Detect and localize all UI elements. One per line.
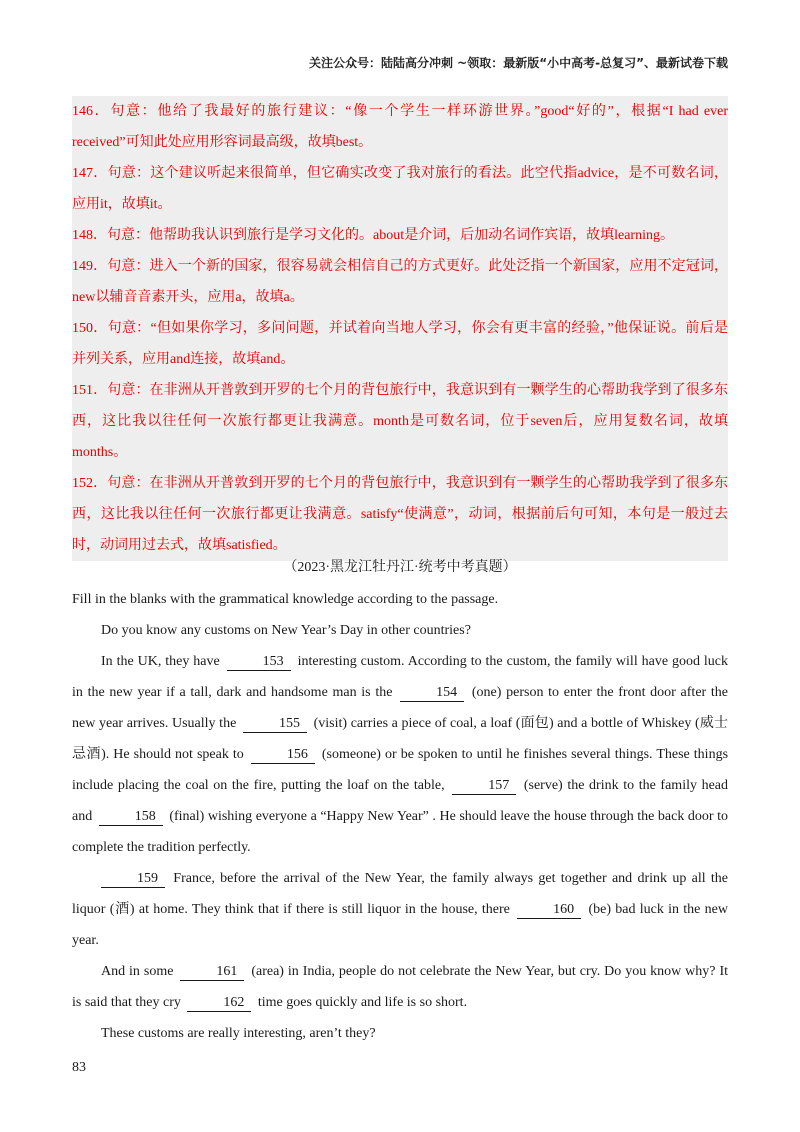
answer-148: 148．句意：他帮助我认识到旅行是学习文化的。about是介词，后加动名词作宾语，故填learning。 (72, 228, 674, 243)
text: (someone) or be spoken to until he finishes several things. These things include placing the coal on the fire, putting the loaf on the table, (72, 747, 729, 793)
blank-156: 156 (251, 747, 315, 764)
answer-150: 150．句意：“但如果你学习，多问问题，并试着向当地人学习，你会有更丰富的经验，”他保证说。前后是并列关系，应用and连接，故填and。 (72, 321, 728, 367)
text: time goes quickly and life is so short. (257, 995, 468, 1010)
text: (area) in India, people do not celebrate the New Year, but cry. Do you know why? It is said that they cry (72, 964, 728, 1010)
text: (serve) the drink to the family head and (72, 778, 729, 824)
blank-155: 155 (243, 716, 307, 733)
text: (final) wishing everyone a “Happy New Year” . He should leave the house through the back door to complete the tradition perfectly. (72, 809, 728, 855)
blank-158: 158 (99, 809, 163, 826)
text: In the UK, they have (101, 654, 220, 669)
blank-159: 159 (101, 871, 165, 888)
paragraph-1: Do you know any customs on New Year’s Day in other countries? (101, 623, 471, 638)
cloze-passage (72, 584, 728, 1049)
answer-152: 152．句意：在非洲从开普敦到开罗的七个月的背包旅行中，我意识到有一颗学生的心帮助我学到了很多东西，这比我以往任何一次旅行都更让我满意。satisfy“使满意”，动词，根据前后句可知，本句是一般过去时，动词用过去式，故填satisfied。 (72, 476, 728, 553)
answer-149: 149．句意：进入一个新的国家，很容易就会相信自己的方式更好。此处泛指一个新国家，应用不定冠词，new以辅音音素开头，应用a，故填a。 (72, 259, 728, 305)
page-number: 83 (72, 1060, 86, 1075)
answer-147: 147．句意：这个建议听起来很简单，但它确实改变了我对旅行的看法。此空代指advice，是不可数名词，应用it，故填it。 (72, 166, 728, 212)
text: interesting custom. According to the custom, the family will have good luck in the new year if a tall, dark and handsome man is the (72, 654, 729, 700)
instruction: Fill in the blanks with the grammatical knowledge according to the passage. (72, 592, 499, 607)
text: (visit) carries a piece of coal, a loaf (面包) and a bottle of Whiskey (威士忌酒). He should not speak to (72, 716, 728, 762)
answer-146: 146．句意：他给了我最好的旅行建议：“像一个学生一样环游世界。”good“好的”，根据“I had ever received”可知此处应用形容词最高级，故填best。 (72, 104, 728, 150)
blank-154: 154 (400, 685, 464, 702)
answer-151: 151．句意：在非洲从开普敦到开罗的七个月的背包旅行中，我意识到有一颗学生的心帮助我学到了很多东西，这比我以往任何一次旅行都更让我满意。month是可数名词，位于seven后，应用复数名词，故填months。 (72, 383, 728, 460)
blank-157: 157 (452, 778, 516, 795)
text: (one) person to enter the front door after the new year arrives. Usually the (72, 685, 729, 731)
blank-162: 162 (187, 995, 251, 1012)
paragraph-4 (72, 956, 728, 1018)
blank-160: 160 (517, 902, 581, 919)
blank-161: 161 (180, 964, 244, 981)
text: (be) bad luck in the new year. (72, 902, 728, 948)
paragraph-5: These customs are really interesting, aren’t they? (101, 1026, 376, 1041)
blank-153: 153 (227, 654, 291, 671)
answer-explanations (72, 96, 728, 561)
paragraph-3 (72, 863, 728, 956)
text: France, before the arrival of the New Year, the family always get together and drink up all the liquor (酒) at home. They think that if there is still liquor in the house, there (72, 871, 728, 917)
text: And in some (101, 964, 174, 979)
question-source: （2023·黑龙江牡丹江·统考中考真题） (283, 560, 517, 575)
paragraph-2 (72, 646, 728, 863)
page-header: 关注公众号：陆陆高分冲刺 ~领取：最新版“小中高考-总复习”、最新试卷下载 (309, 56, 728, 70)
